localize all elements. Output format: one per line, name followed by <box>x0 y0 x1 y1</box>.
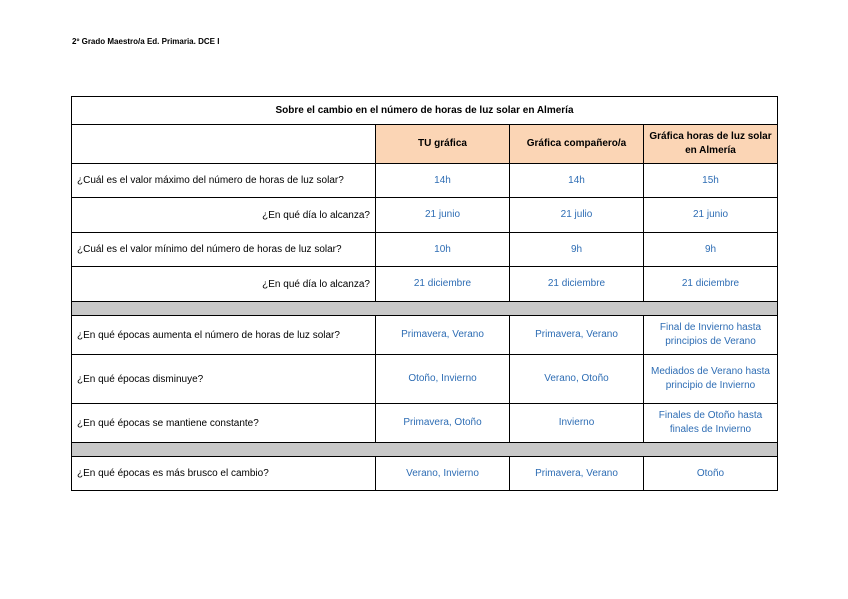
answer-cell: 21 diciembre <box>644 267 778 302</box>
column-header-partner-chart: Gráfica compañero/a <box>510 125 644 164</box>
question-cell: ¿En qué día lo alcanza? <box>72 267 376 302</box>
answer-cell: 9h <box>510 233 644 267</box>
answer-cell: 14h <box>376 164 510 198</box>
question-cell: ¿En qué épocas aumenta el número de horas de luz solar? <box>72 316 376 355</box>
question-cell: ¿Cuál es el valor máximo del número de horas de luz solar? <box>72 164 376 198</box>
answer-cell: Primavera, Verano <box>510 316 644 355</box>
answer-cell: 21 diciembre <box>510 267 644 302</box>
separator-row <box>72 302 778 316</box>
answer-cell: 9h <box>644 233 778 267</box>
column-header-almeria-chart: Gráfica horas de luz solar en Almería <box>644 125 778 164</box>
answer-cell: Otoño <box>644 457 778 491</box>
answer-cell: Primavera, Verano <box>510 457 644 491</box>
answer-cell: 21 diciembre <box>376 267 510 302</box>
answer-cell: 10h <box>376 233 510 267</box>
separator-cell <box>72 443 778 457</box>
table-title-row <box>72 97 778 125</box>
answer-cell: Invierno <box>510 404 644 443</box>
answer-cell: Verano, Otoño <box>510 355 644 404</box>
question-cell: ¿Cuál es el valor mínimo del número de horas de luz solar? <box>72 233 376 267</box>
table-row <box>72 267 778 302</box>
answer-cell: 21 junio <box>644 198 778 233</box>
column-header-row <box>72 125 778 164</box>
daylight-hours-table <box>71 96 778 491</box>
answer-cell: Primavera, Verano <box>376 316 510 355</box>
answer-cell: 14h <box>510 164 644 198</box>
answer-cell: Finales de Otoño hasta finales de Invierno <box>644 404 778 443</box>
table-row <box>72 233 778 267</box>
answer-cell: 21 julio <box>510 198 644 233</box>
question-cell: ¿En qué épocas disminuye? <box>72 355 376 404</box>
header-blank-cell <box>72 125 376 164</box>
answer-cell: Primavera, Otoño <box>376 404 510 443</box>
table-row <box>72 404 778 443</box>
separator-row <box>72 443 778 457</box>
table-row <box>72 164 778 198</box>
question-cell: ¿En qué épocas se mantiene constante? <box>72 404 376 443</box>
table-title: Sobre el cambio en el número de horas de luz solar en Almería <box>72 97 778 125</box>
answer-cell: Mediados de Verano hasta principio de Invierno <box>644 355 778 404</box>
table-row <box>72 198 778 233</box>
question-cell: ¿En qué épocas es más brusco el cambio? <box>72 457 376 491</box>
answer-cell: 15h <box>644 164 778 198</box>
answer-cell: Verano, Invierno <box>376 457 510 491</box>
answer-cell: Otoño, Invierno <box>376 355 510 404</box>
question-cell: ¿En qué día lo alcanza? <box>72 198 376 233</box>
column-header-your-chart: TU gráfica <box>376 125 510 164</box>
answer-cell: 21 junio <box>376 198 510 233</box>
table-row <box>72 355 778 404</box>
document-header-note: 2º Grado Maestro/a Ed. Primaria. DCE I <box>72 37 220 46</box>
table-row <box>72 316 778 355</box>
answer-cell: Final de Invierno hasta principios de Verano <box>644 316 778 355</box>
separator-cell <box>72 302 778 316</box>
table-row <box>72 457 778 491</box>
